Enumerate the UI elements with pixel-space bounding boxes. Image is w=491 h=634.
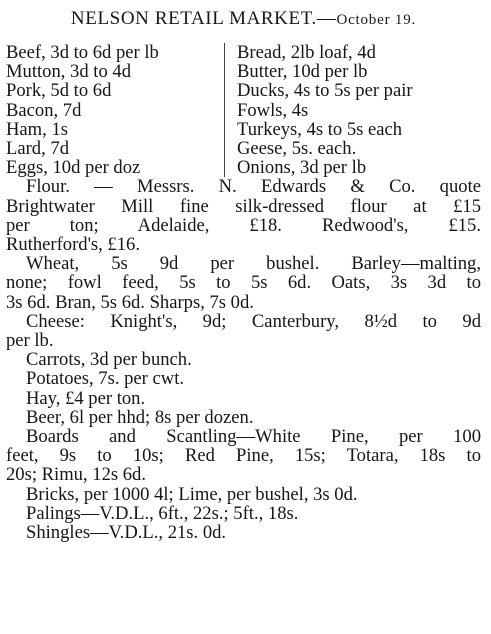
page-title	[6, 8, 481, 31]
flour-paragraph	[6, 177, 481, 254]
paragraph-line: Brightwater Mill fine silk-dressed flour at £15	[6, 195, 481, 217]
cheese-paragraph	[6, 312, 481, 350]
list-item: Ducks, 4s to 5s per pair	[237, 80, 413, 102]
paragraph-line: none; fowl feed, 5s to 5s 6d. Oats, 3s 3d to	[6, 272, 481, 294]
paragraph-line: Boards and Scantling—White Pine, per 100	[26, 426, 481, 448]
palings-entry: Palings—V.D.L., 6ft., 22s.; 5ft., 18s.	[26, 502, 299, 524]
list-item: Geese, 5s. each.	[237, 138, 357, 160]
paragraph-line: Cheese: Knight's, 9d; Canterbury, 8½d to 9d	[26, 310, 481, 332]
list-item: Bread, 2lb loaf, 4d	[237, 42, 376, 63]
potatoes-entry: Potatoes, 7s. per cwt.	[26, 368, 185, 390]
timber-paragraph	[6, 427, 481, 485]
paragraph-line: Flour. — Messrs. N. Edwards & Co. quote	[26, 176, 481, 198]
paragraph-line: 20s; Rimu, 12s 6d.	[6, 464, 146, 486]
list-item: Bacon, 7d	[6, 99, 82, 121]
shingles-entry: Shingles—V.D.L., 21s. 0d.	[26, 522, 227, 544]
beer-entry: Beer, 6l per hhd; 8s per dozen.	[26, 406, 254, 428]
paragraph-line: per ton; Adelaide, £18. Redwood's, £15.	[6, 214, 481, 236]
bricks-entry: Bricks, per 1000 4l; Lime, per bushel, 3s 0d.	[26, 483, 358, 505]
meat-column	[6, 43, 226, 177]
paragraph-line: feet, 9s to 10s; Red Pine, 15s; Totara, 18s to	[6, 445, 481, 467]
grain-paragraph	[6, 254, 481, 312]
title-main: NELSON RETAIL MARKET.—	[70, 8, 337, 29]
paragraph-line: 3s 6d. Bran, 5s 6d. Sharps, 7s 0d.	[6, 291, 254, 313]
list-item: Fowls, 4s	[237, 99, 309, 121]
list-item: Ham, 1s	[6, 118, 68, 140]
list-item: Onions, 3d per lb	[237, 157, 367, 179]
list-item: Pork, 5d to 6d	[6, 80, 112, 102]
list-item: Butter, 10d per lb	[237, 61, 368, 83]
paragraph-line: Rutherford's, £16.	[6, 234, 141, 256]
list-item: Eggs, 10d per doz	[6, 157, 141, 179]
list-item: Mutton, 3d to 4d	[6, 61, 131, 83]
hay-entry: Hay, £4 per ton.	[26, 387, 146, 409]
list-item: Lard, 7d	[6, 138, 69, 160]
list-item: Turkeys, 4s to 5s each	[237, 118, 403, 140]
price-columns	[6, 43, 481, 177]
provisions-column	[224, 43, 481, 177]
list-item: Beef, 3d to 6d per lb	[6, 42, 159, 63]
title-date: October 19.	[336, 12, 417, 28]
paragraph-line: Wheat, 5s 9d per bushel. Barley—malting,	[26, 253, 481, 275]
paragraph-line: per lb.	[6, 330, 54, 352]
carrots-entry: Carrots, 3d per bunch.	[26, 349, 192, 371]
